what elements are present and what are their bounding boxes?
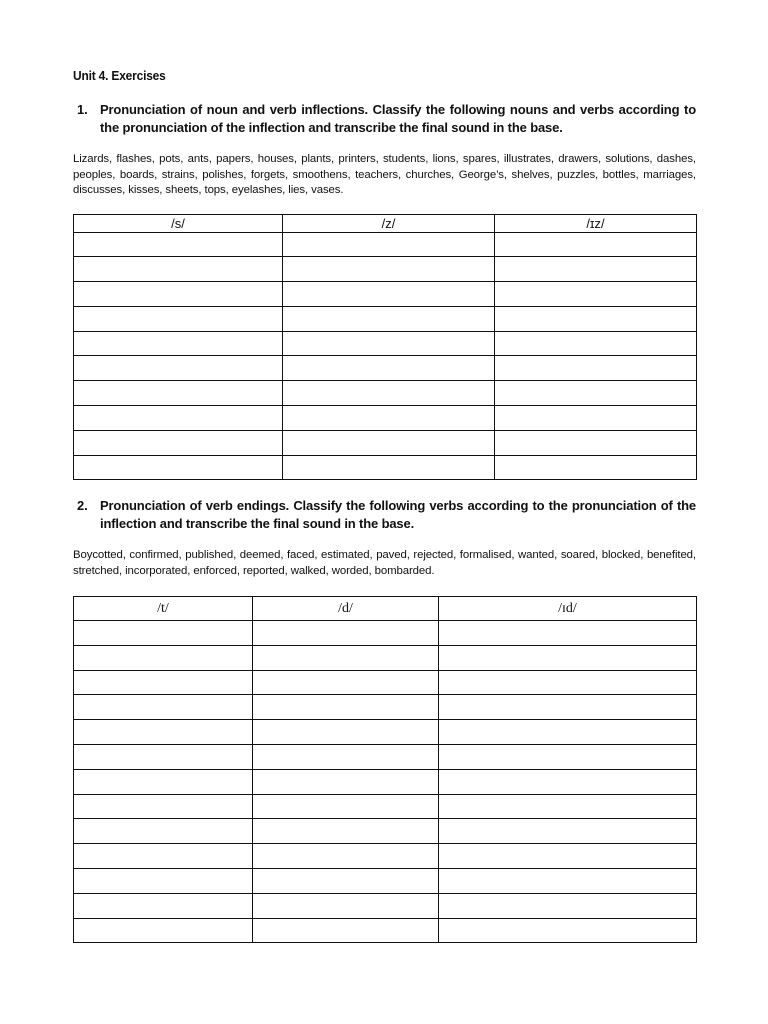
exercise-1-answer-cell[interactable] (74, 331, 283, 356)
exercise-2-answer-cell[interactable] (74, 695, 253, 720)
exercise-1-table-body (74, 232, 697, 480)
exercise-2-answer-cell[interactable] (74, 819, 253, 844)
exercise-2-answer-cell[interactable] (253, 670, 439, 695)
exercise-2-answer-cell[interactable] (439, 670, 697, 695)
exercise-1-answer-table (73, 214, 697, 481)
exercise-2-number: 2. (77, 498, 88, 513)
exercise-1-answer-cell[interactable] (74, 282, 283, 307)
exercise-2-heading (73, 497, 696, 533)
exercise-1-answer-cell[interactable] (74, 306, 283, 331)
exercise-2-answer-table (73, 596, 697, 943)
exercise-1-table-row (74, 356, 697, 381)
exercise-2-answer-cell[interactable] (439, 794, 697, 819)
unit-title: Unit 4. Exercises (73, 68, 166, 83)
exercise-1-answer-cell[interactable] (283, 282, 495, 307)
exercise-2-table-row (74, 769, 697, 794)
exercise-1-answer-cell[interactable] (283, 306, 495, 331)
exercise-2-answer-cell[interactable] (439, 720, 697, 745)
exercise-1-heading-text: Pronunciation of noun and verb inflections. Classify the following nouns and verbs according to the pronunciation of the inflection and transcribe the final sound in the base. (100, 102, 696, 135)
exercise-1-table-row (74, 430, 697, 455)
exercise-2-answer-cell[interactable] (439, 868, 697, 893)
exercise-1-answer-cell[interactable] (74, 455, 283, 480)
exercise-2-answer-cell[interactable] (253, 844, 439, 869)
exercise-1-answer-cell[interactable] (74, 381, 283, 406)
exercise-1-table-row (74, 282, 697, 307)
exercise-1-answer-cell[interactable] (495, 455, 697, 480)
exercise-1-answer-cell[interactable] (495, 331, 697, 356)
exercise-1-answer-cell[interactable] (283, 455, 495, 480)
exercise-1-answer-cell[interactable] (283, 430, 495, 455)
exercise-1-table-row (74, 306, 697, 331)
exercise-2-table-row (74, 844, 697, 869)
exercise-2-table-row (74, 794, 697, 819)
exercise-2-table-row (74, 918, 697, 943)
exercise-1-table-row (74, 381, 697, 406)
exercise-1-answer-cell[interactable] (283, 331, 495, 356)
exercise-2-answer-cell[interactable] (253, 819, 439, 844)
exercise-2-table-row (74, 645, 697, 670)
exercise-2-answer-cell[interactable] (439, 744, 697, 769)
exercise-2-answer-cell[interactable] (74, 670, 253, 695)
exercise-2-answer-cell[interactable] (253, 868, 439, 893)
exercise-1-word-list: Lizards, flashes, pots, ants, papers, houses, plants, printers, students, lions, spares, illustrates, drawers, solutions, dashes, peoples, boards, strains, polishes, forgets, smoothens, teachers, churches, George’s, shelves, puzzles, bottles, marriages, discusses, kisses, sheets, tops, eyelashes, lies, vases. (73, 153, 696, 196)
exercise-2-answer-cell[interactable] (439, 819, 697, 844)
exercise-2-answer-cell[interactable] (253, 769, 439, 794)
exercise-2-table-body (74, 621, 697, 943)
exercise-2-answer-cell[interactable] (74, 720, 253, 745)
exercise-1-answer-cell[interactable] (74, 257, 283, 282)
exercise-1-answer-cell[interactable] (495, 381, 697, 406)
exercise-2-answer-cell[interactable] (74, 893, 253, 918)
exercise-2-answer-cell[interactable] (439, 645, 697, 670)
exercise-1-table-row (74, 232, 697, 257)
exercise-1-answer-cell[interactable] (495, 406, 697, 431)
exercise-2-answer-cell[interactable] (439, 769, 697, 794)
exercise-1-table-row (74, 331, 697, 356)
exercise-1-answer-cell[interactable] (283, 381, 495, 406)
exercise-1-table-row (74, 257, 697, 282)
column-header-id: /ɪd/ (439, 597, 697, 621)
exercise-2-table-row (74, 720, 697, 745)
exercise-1-answer-cell[interactable] (74, 232, 283, 257)
exercise-2-answer-cell[interactable] (253, 918, 439, 943)
exercise-1-heading (73, 101, 696, 137)
exercise-2-table-row (74, 868, 697, 893)
exercise-2-answer-cell[interactable] (439, 844, 697, 869)
exercise-2-answer-cell[interactable] (253, 893, 439, 918)
exercise-1-answer-cell[interactable] (495, 232, 697, 257)
exercise-1-answer-cell[interactable] (283, 257, 495, 282)
exercise-1-table-row (74, 455, 697, 480)
exercise-2-answer-cell[interactable] (253, 695, 439, 720)
exercise-2-table-row (74, 621, 697, 646)
exercise-2-answer-cell[interactable] (74, 744, 253, 769)
exercise-2-answer-cell[interactable] (439, 695, 697, 720)
exercise-2-header-row (74, 597, 697, 621)
exercise-1-answer-cell[interactable] (283, 232, 495, 257)
exercise-2 (73, 497, 696, 943)
exercise-2-table-row (74, 670, 697, 695)
exercise-2-answer-cell[interactable] (253, 744, 439, 769)
exercise-1-answer-cell[interactable] (495, 306, 697, 331)
exercise-2-table-row (74, 744, 697, 769)
exercise-1-answer-cell[interactable] (495, 430, 697, 455)
exercise-1 (73, 101, 696, 480)
exercise-2-word-list: Boycotted, confirmed, published, deemed, faced, estimated, paved, rejected, formalised, wanted, soared, blocked, benefited, stretched, incorporated, enforced, reported, walked, worded, bombarded. (73, 549, 696, 577)
exercise-2-table-row (74, 893, 697, 918)
exercise-2-answer-cell[interactable] (439, 621, 697, 646)
exercise-1-answer-cell[interactable] (495, 257, 697, 282)
exercise-2-heading-text: Pronunciation of verb endings. Classify the following verbs according to the pronunciation of the inflection and transcribe the final sound in the base. (100, 498, 696, 531)
exercise-1-number: 1. (77, 102, 88, 117)
exercise-1-answer-cell[interactable] (74, 356, 283, 381)
exercise-2-answer-cell[interactable] (253, 794, 439, 819)
exercise-1-header-row (74, 214, 697, 232)
exercise-1-table-row (74, 406, 697, 431)
exercise-2-table-row (74, 819, 697, 844)
exercise-2-answer-cell[interactable] (74, 621, 253, 646)
column-header-iz: /ɪz/ (495, 214, 697, 232)
exercise-2-answer-cell[interactable] (74, 769, 253, 794)
exercise-2-answer-cell[interactable] (439, 918, 697, 943)
exercise-2-answer-cell[interactable] (253, 645, 439, 670)
exercise-2-answer-cell[interactable] (253, 720, 439, 745)
exercise-1-answer-cell[interactable] (283, 406, 495, 431)
exercise-1-answer-cell[interactable] (495, 282, 697, 307)
exercise-2-answer-cell[interactable] (253, 621, 439, 646)
exercise-2-answer-cell[interactable] (74, 918, 253, 943)
exercise-2-answer-cell[interactable] (74, 794, 253, 819)
exercise-2-answer-cell[interactable] (74, 844, 253, 869)
column-header-s: /s/ (74, 214, 283, 232)
exercise-2-table-row (74, 695, 697, 720)
exercise-2-answer-cell[interactable] (439, 893, 697, 918)
exercise-2-answer-cell[interactable] (74, 868, 253, 893)
exercise-2-answer-cell[interactable] (74, 645, 253, 670)
column-header-d: /d/ (253, 597, 439, 621)
exercise-1-answer-cell[interactable] (495, 356, 697, 381)
column-header-z: /z/ (283, 214, 495, 232)
exercise-1-answer-cell[interactable] (283, 356, 495, 381)
column-header-t: /t/ (74, 597, 253, 621)
exercise-1-answer-cell[interactable] (74, 406, 283, 431)
exercise-1-answer-cell[interactable] (74, 430, 283, 455)
